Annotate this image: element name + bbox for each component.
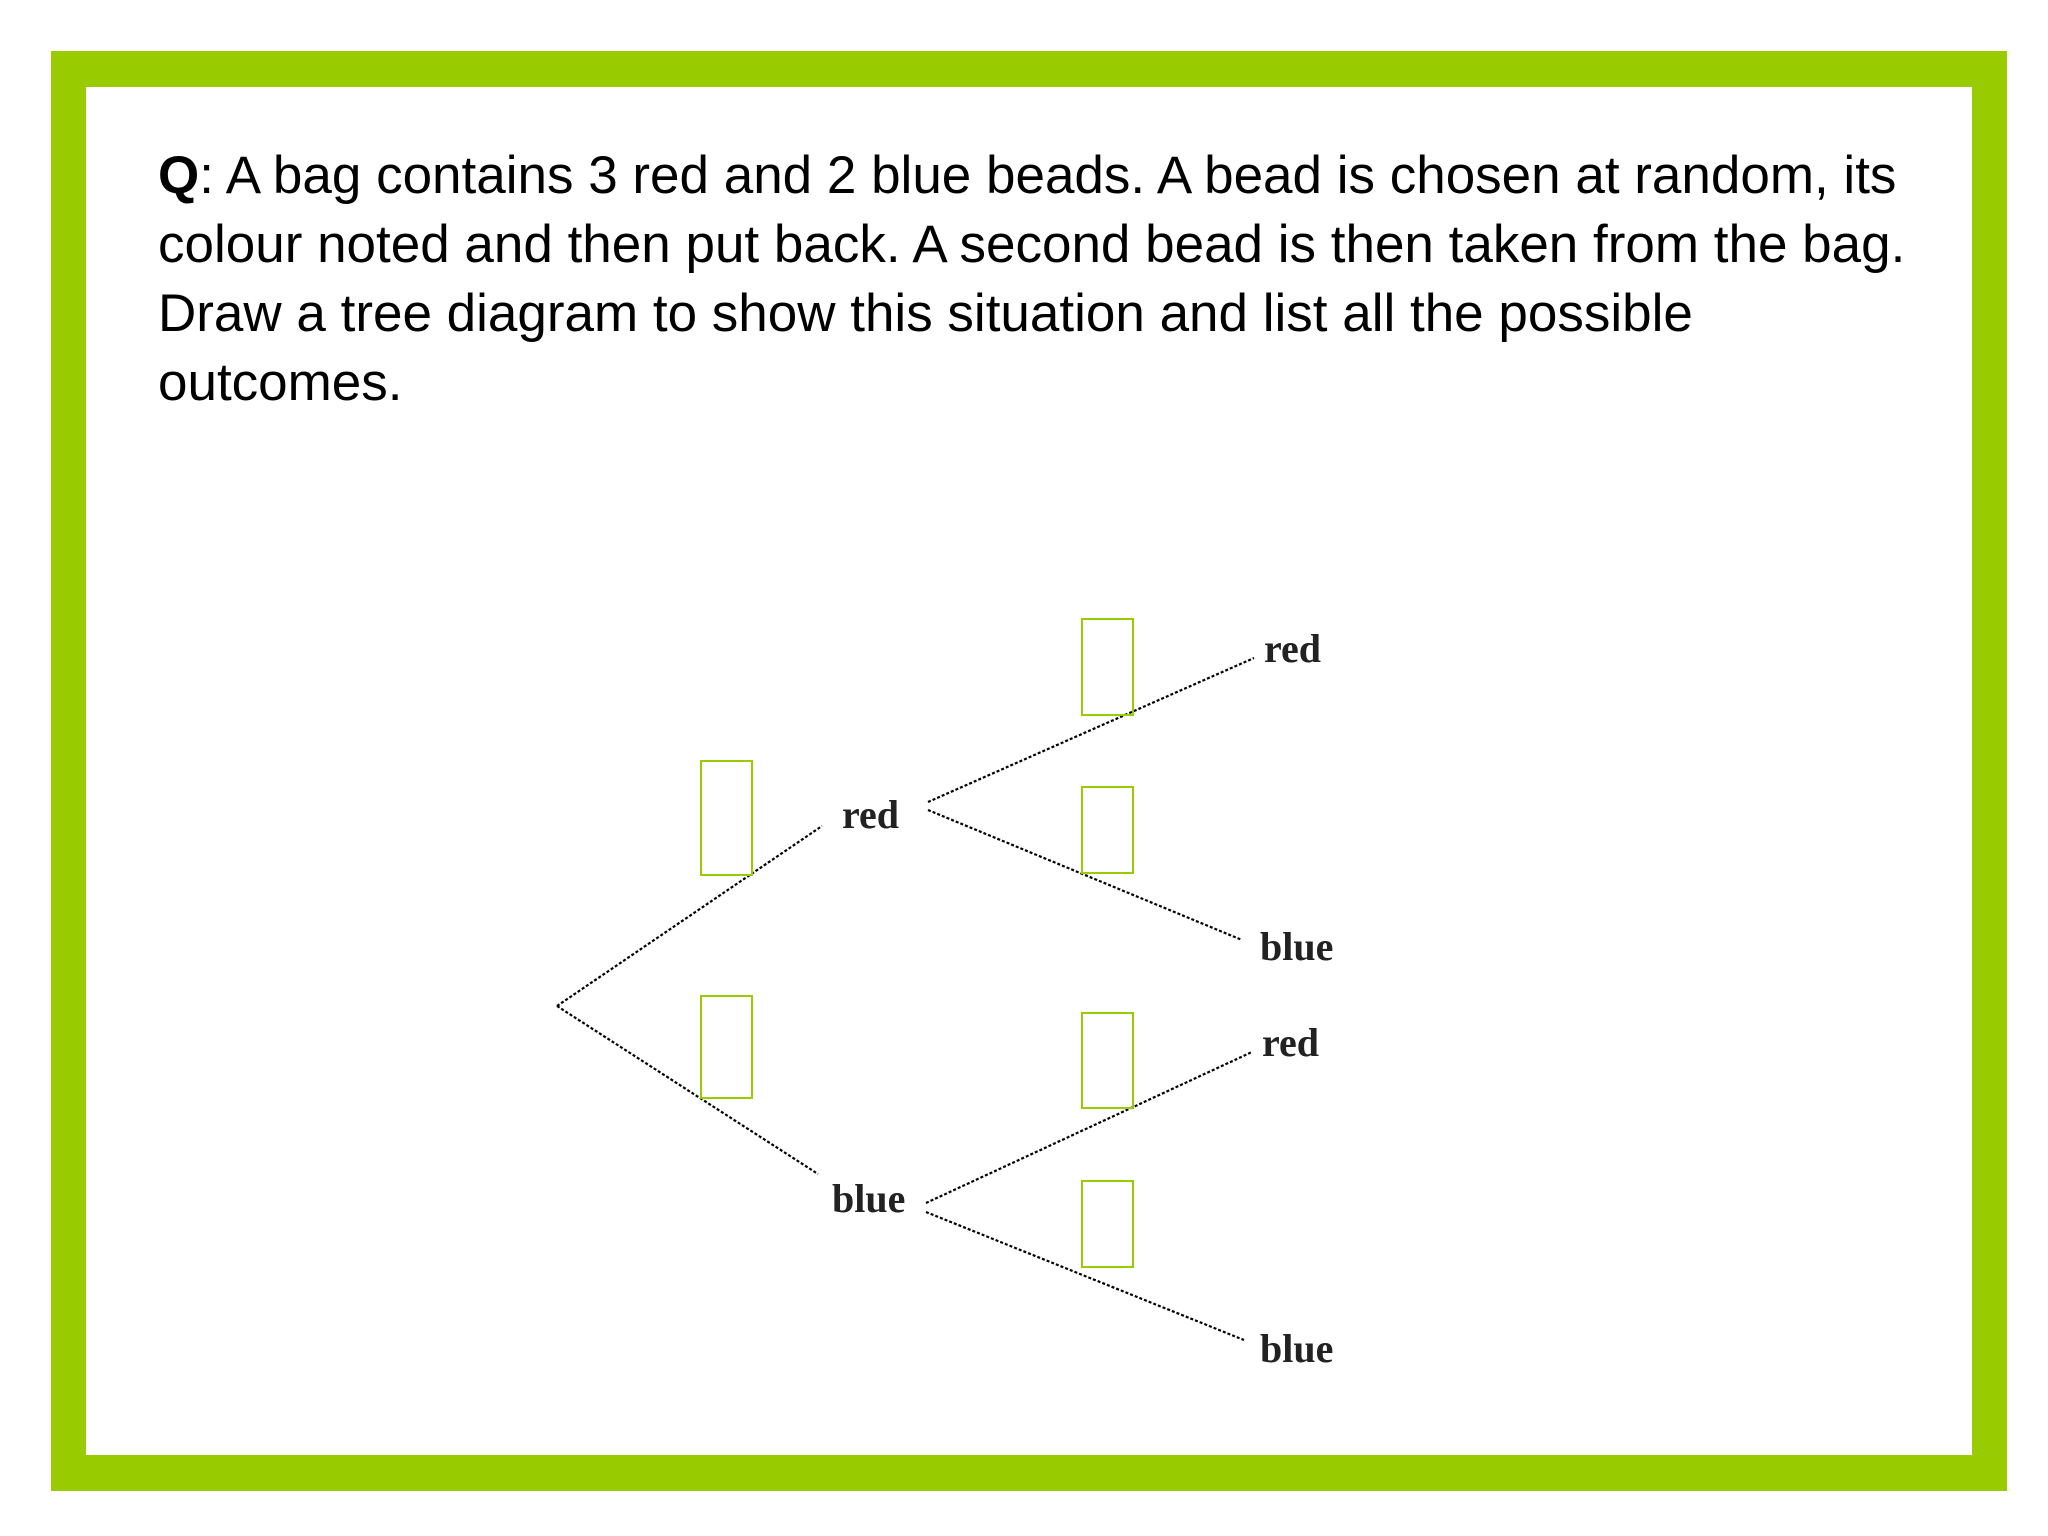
question-prefix: Q [158,146,200,205]
node-blue-red: red [1262,1020,1320,1065]
branch-first-blue [557,1006,818,1174]
node-red-red: red [1264,626,1322,671]
branch-blue-blue [926,1212,1244,1340]
node-first-blue: blue [832,1176,906,1221]
probability-box [1082,1181,1133,1267]
probability-box [1082,787,1133,873]
question-body: : A bag contains 3 red and 2 blue beads. A bead is chosen at random, its colour noted and then put back. A second bead is then taken from the bag. Draw a tree diagram to show this situation and list all the possible outcomes. [158,146,1906,412]
probability-box [1082,619,1133,715]
probability-box [1082,1013,1133,1108]
node-blue-blue: blue [1260,1326,1334,1371]
node-red-blue: blue [1260,924,1334,969]
branch-red-blue [928,810,1242,940]
probability-box [701,996,752,1098]
branch-red-red [928,658,1254,802]
probability-box [701,761,752,875]
node-first-red: red [842,792,900,837]
branch-first-red [557,826,822,1006]
